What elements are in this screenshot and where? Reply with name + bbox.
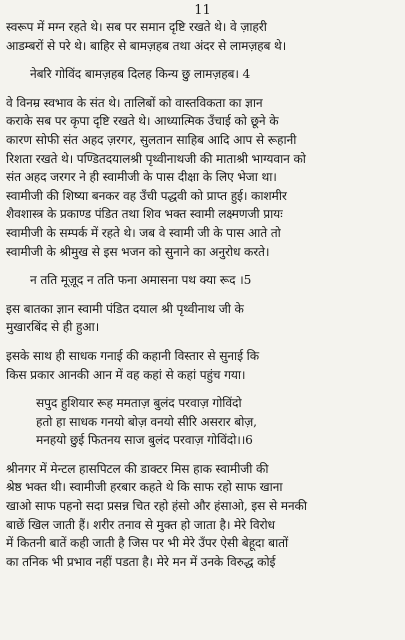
- paragraph-gap: [6, 337, 399, 347]
- text-body: [6, 18, 399, 571]
- text-line: रिशता रखते थे। पण्डितदयालश्री पृथ्वीनाथजी की माताश्री भाग्यवान को: [6, 151, 306, 166]
- text-line: मनहयो छुई फितनय साज बुलंद परवाज़ गोविंदो।।6: [36, 433, 253, 448]
- text-line: श्रीनगर में मेन्टल हासपिटल की डाक्टर मिस हाक स्वामीजी की: [6, 461, 269, 476]
- page-number: 11: [194, 3, 211, 18]
- document-page: [0, 3, 405, 640]
- text-line: मुखारबिंद से ही हुआ।: [6, 320, 100, 335]
- paragraph: [6, 300, 399, 337]
- text-line: इसके साथ ही साधक गनाई की कहानी विस्तार से सुनाई कि: [6, 348, 259, 363]
- text-line: आडम्बरों से परे थे। बाहिर से बामज़हब तथा अंदर से लामज़हब थे।: [6, 38, 287, 53]
- verse-couplet: [6, 394, 399, 450]
- text-line: वे विनम्र स्वभाव के संत थे। तालिबों को वास्तविकता का ज्ञान: [6, 95, 263, 110]
- text-line: इस बातका ज्ञान स्वामी पंडित दयाल श्री पृथ्वीनाथ जी के: [6, 301, 244, 316]
- text-line: खाओ साफ पहनो सदा प्रसन्न चित रहो हंसो और हंसाओ, इस से मनकी: [6, 499, 307, 514]
- text-line: कराके सब पर कृपा दृष्टि रखते थे। आध्यात्मिक उँचाई को छूने के: [6, 114, 279, 129]
- text-line: श्रेष्ठ भक्त थी। स्वामीजी हरबार कहते थे कि साफ रहो साफ खाना: [6, 480, 283, 495]
- verse-line: [6, 65, 399, 84]
- text-line: सपुद हुशियार रूह ममताज़ बुलंद परवाज़ गोविंदो: [36, 396, 242, 411]
- text-line: संत अहद जरगर ने ही स्वामीजी के पास दीक्षा के लिए भेजा था।: [6, 170, 277, 185]
- text-line: स्वामीजी की शिष्या बनकर वह उँची पद्धवी को प्राप्त हुई। काशमीर: [6, 188, 287, 203]
- paragraph-gap: [6, 84, 399, 94]
- text-line: किस प्रकार आनकी आन में वह कहां से कहां पहुंच गया।: [6, 367, 246, 382]
- text-line: स्वरूप में मग्न रहते थे। सब पर समान दृष्टि रखते थे। वे ज़ाहरी: [6, 20, 267, 34]
- paragraph: [6, 460, 399, 572]
- text-line: बाछें खिल जाती हैं। शरीर तनाव से मुक्त हो जाता है। मेरे विरोध: [6, 517, 275, 532]
- text-line: का तनिक भी प्रभाव नहीं पडता है। मेरे मन में उनके विरुद्ध कोई: [6, 554, 276, 569]
- paragraph: [6, 94, 399, 261]
- verse-line: [6, 271, 399, 290]
- paragraph-gap: [6, 55, 399, 65]
- paragraph-gap: [6, 384, 399, 394]
- text-line: हतो हा साधक गनयो बोज़ वनयो सीरि असरार बोज़,: [36, 414, 257, 429]
- text-line: कारण सोफी संत अहद ज़रगर, सुलतान साहिब आदि आप से रूहानी: [6, 132, 297, 147]
- paragraph-gap: [6, 450, 399, 460]
- text-line: स्वामीजी के सम्पर्क में रहते थे। जब वे स्वामी जी के पास आते तो: [6, 225, 281, 240]
- text-line: में कितनी बातें कही जाती है जिस पर भी मेरे उँपर ऐसी बेहूदा बातों: [6, 536, 289, 551]
- paragraph: [6, 18, 399, 55]
- text-line: नेबरि गोविंद बामज़हब दिलह किन्य छु लामज़हब। 4: [30, 67, 251, 82]
- paragraph: [6, 347, 399, 384]
- text-line: स्वामीजी के श्रीमुख से इस भजन को सुनाने का अनुरोध करते।: [6, 244, 270, 259]
- paragraph-gap: [6, 290, 399, 300]
- paragraph-gap: [6, 261, 399, 271]
- text-line: न तति मूज़ूद न तति फना अमासना पथ क्या रूद ।5: [30, 273, 252, 288]
- text-line: शैवशास्त्र के प्रकाण्ड पंडित तथा शिव भक्त स्वामी लक्ष्मणजी प्रायः: [6, 207, 283, 222]
